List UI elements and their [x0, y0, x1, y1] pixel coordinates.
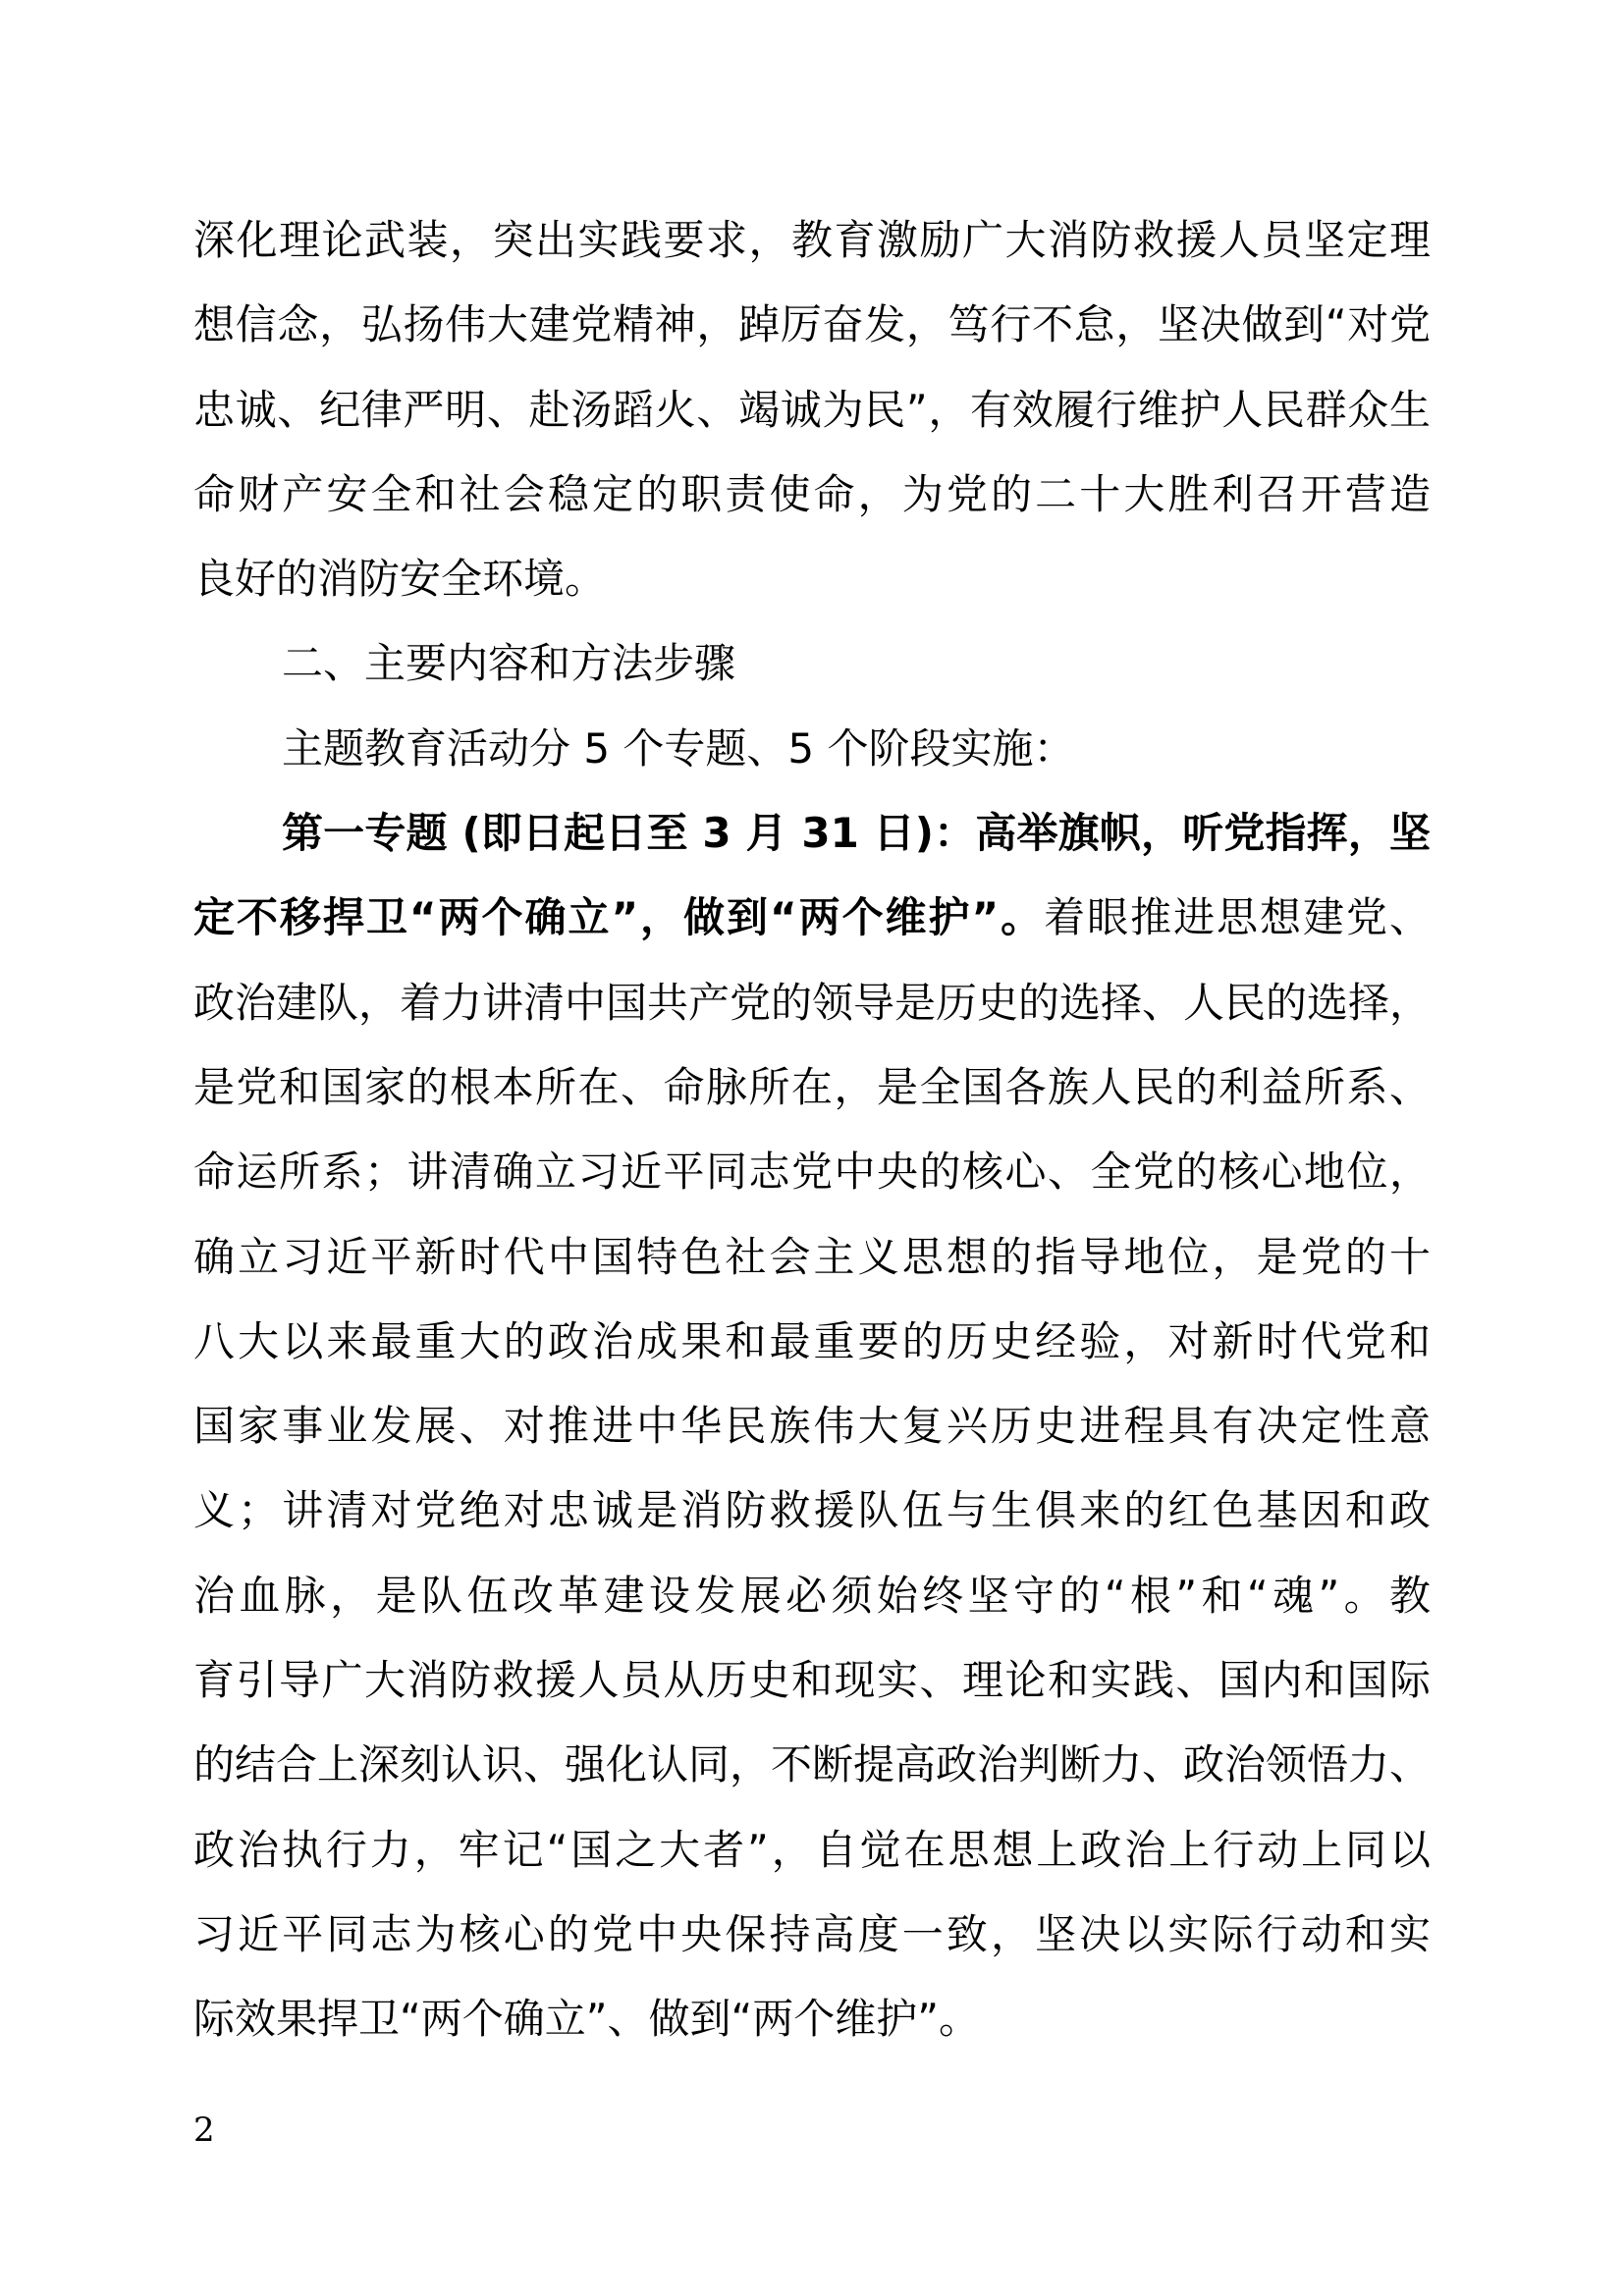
text-line: 治血脉，是队伍改革建设发展必须始终坚守的“根”和“魂”。教: [193, 1571, 1431, 1620]
text-line: 命财产安全和社会稳定的职责使命，为党的二十大胜利召开营造: [193, 469, 1431, 518]
topic-1-title-line-2: [193, 885, 1431, 970]
page-number: 2: [193, 2110, 215, 2150]
text-line: 义；讲清对党绝对忠诚是消防救援队伍与生俱来的红色基因和政: [193, 1486, 1431, 1535]
text-line: 是党和国家的根本所在、命脉所在，是全国各族人民的利益所系、: [193, 1062, 1431, 1111]
section-heading: 二、主要内容和方法步骤: [282, 639, 736, 688]
text-line: 命运所系；讲清确立习近平同志党中央的核心、全党的核心地位，: [193, 1148, 1431, 1197]
topic-1-body-start: 着眼推进思想建党、: [1044, 893, 1431, 942]
topic-1-title-bold: 定不移捍卫“两个确立”，做到“两个维护”。: [193, 893, 1045, 942]
text-line: 习近平同志为核心的党中央保持高度一致，坚决以实际行动和实: [193, 1909, 1431, 1958]
text-line: 良好的消防安全环境。: [193, 555, 607, 604]
text-line: 政治建队，着力讲清中国共产党的领导是历史的选择、人民的选择，: [193, 978, 1432, 1027]
topic-1-title-line-1: 第一专题 (即日起日至 3 月 31 日)：高举旗帜，听党指挥，坚: [282, 809, 1431, 858]
text-line: 政治执行力，牢记“国之大者”，自觉在思想上政治上行动上同以: [193, 1825, 1431, 1874]
paragraph-purpose-continued: [193, 208, 1431, 631]
text-line: 八大以来最重大的政治成果和最重要的历史经验，对新时代党和: [193, 1316, 1431, 1365]
text-line: 际效果捍卫“两个确立”、做到“两个维护”。: [193, 1995, 981, 2044]
document-page: [193, 208, 1431, 2072]
text-line: 忠诚、纪律严明、赴汤蹈火、竭诚为民”，有效履行维护人民群众生: [193, 385, 1431, 434]
text-line: 的结合上深刻认识、强化认同，不断提高政治判断力、政治领悟力、: [193, 1740, 1432, 1789]
text-line: 国家事业发展、对推进中华民族伟大复兴历史进程具有决定性意: [193, 1402, 1431, 1451]
text-line: 深化理论武装，突出实践要求，教育激励广大消防救援人员坚定理: [193, 216, 1431, 264]
paragraph-topic-1: [193, 801, 1431, 2071]
text-line: 想信念，弘扬伟大建党精神，踔厉奋发，笃行不怠，坚决做到“对党: [193, 300, 1431, 349]
text-line: 育引导广大消防救援人员从历史和现实、理论和实践、国内和国际: [193, 1656, 1431, 1705]
intro-paragraph: 主题教育活动分 5 个专题、5 个阶段实施：: [282, 723, 1075, 773]
text-line: 确立习近平新时代中国特色社会主义思想的指导地位，是党的十: [193, 1232, 1431, 1281]
